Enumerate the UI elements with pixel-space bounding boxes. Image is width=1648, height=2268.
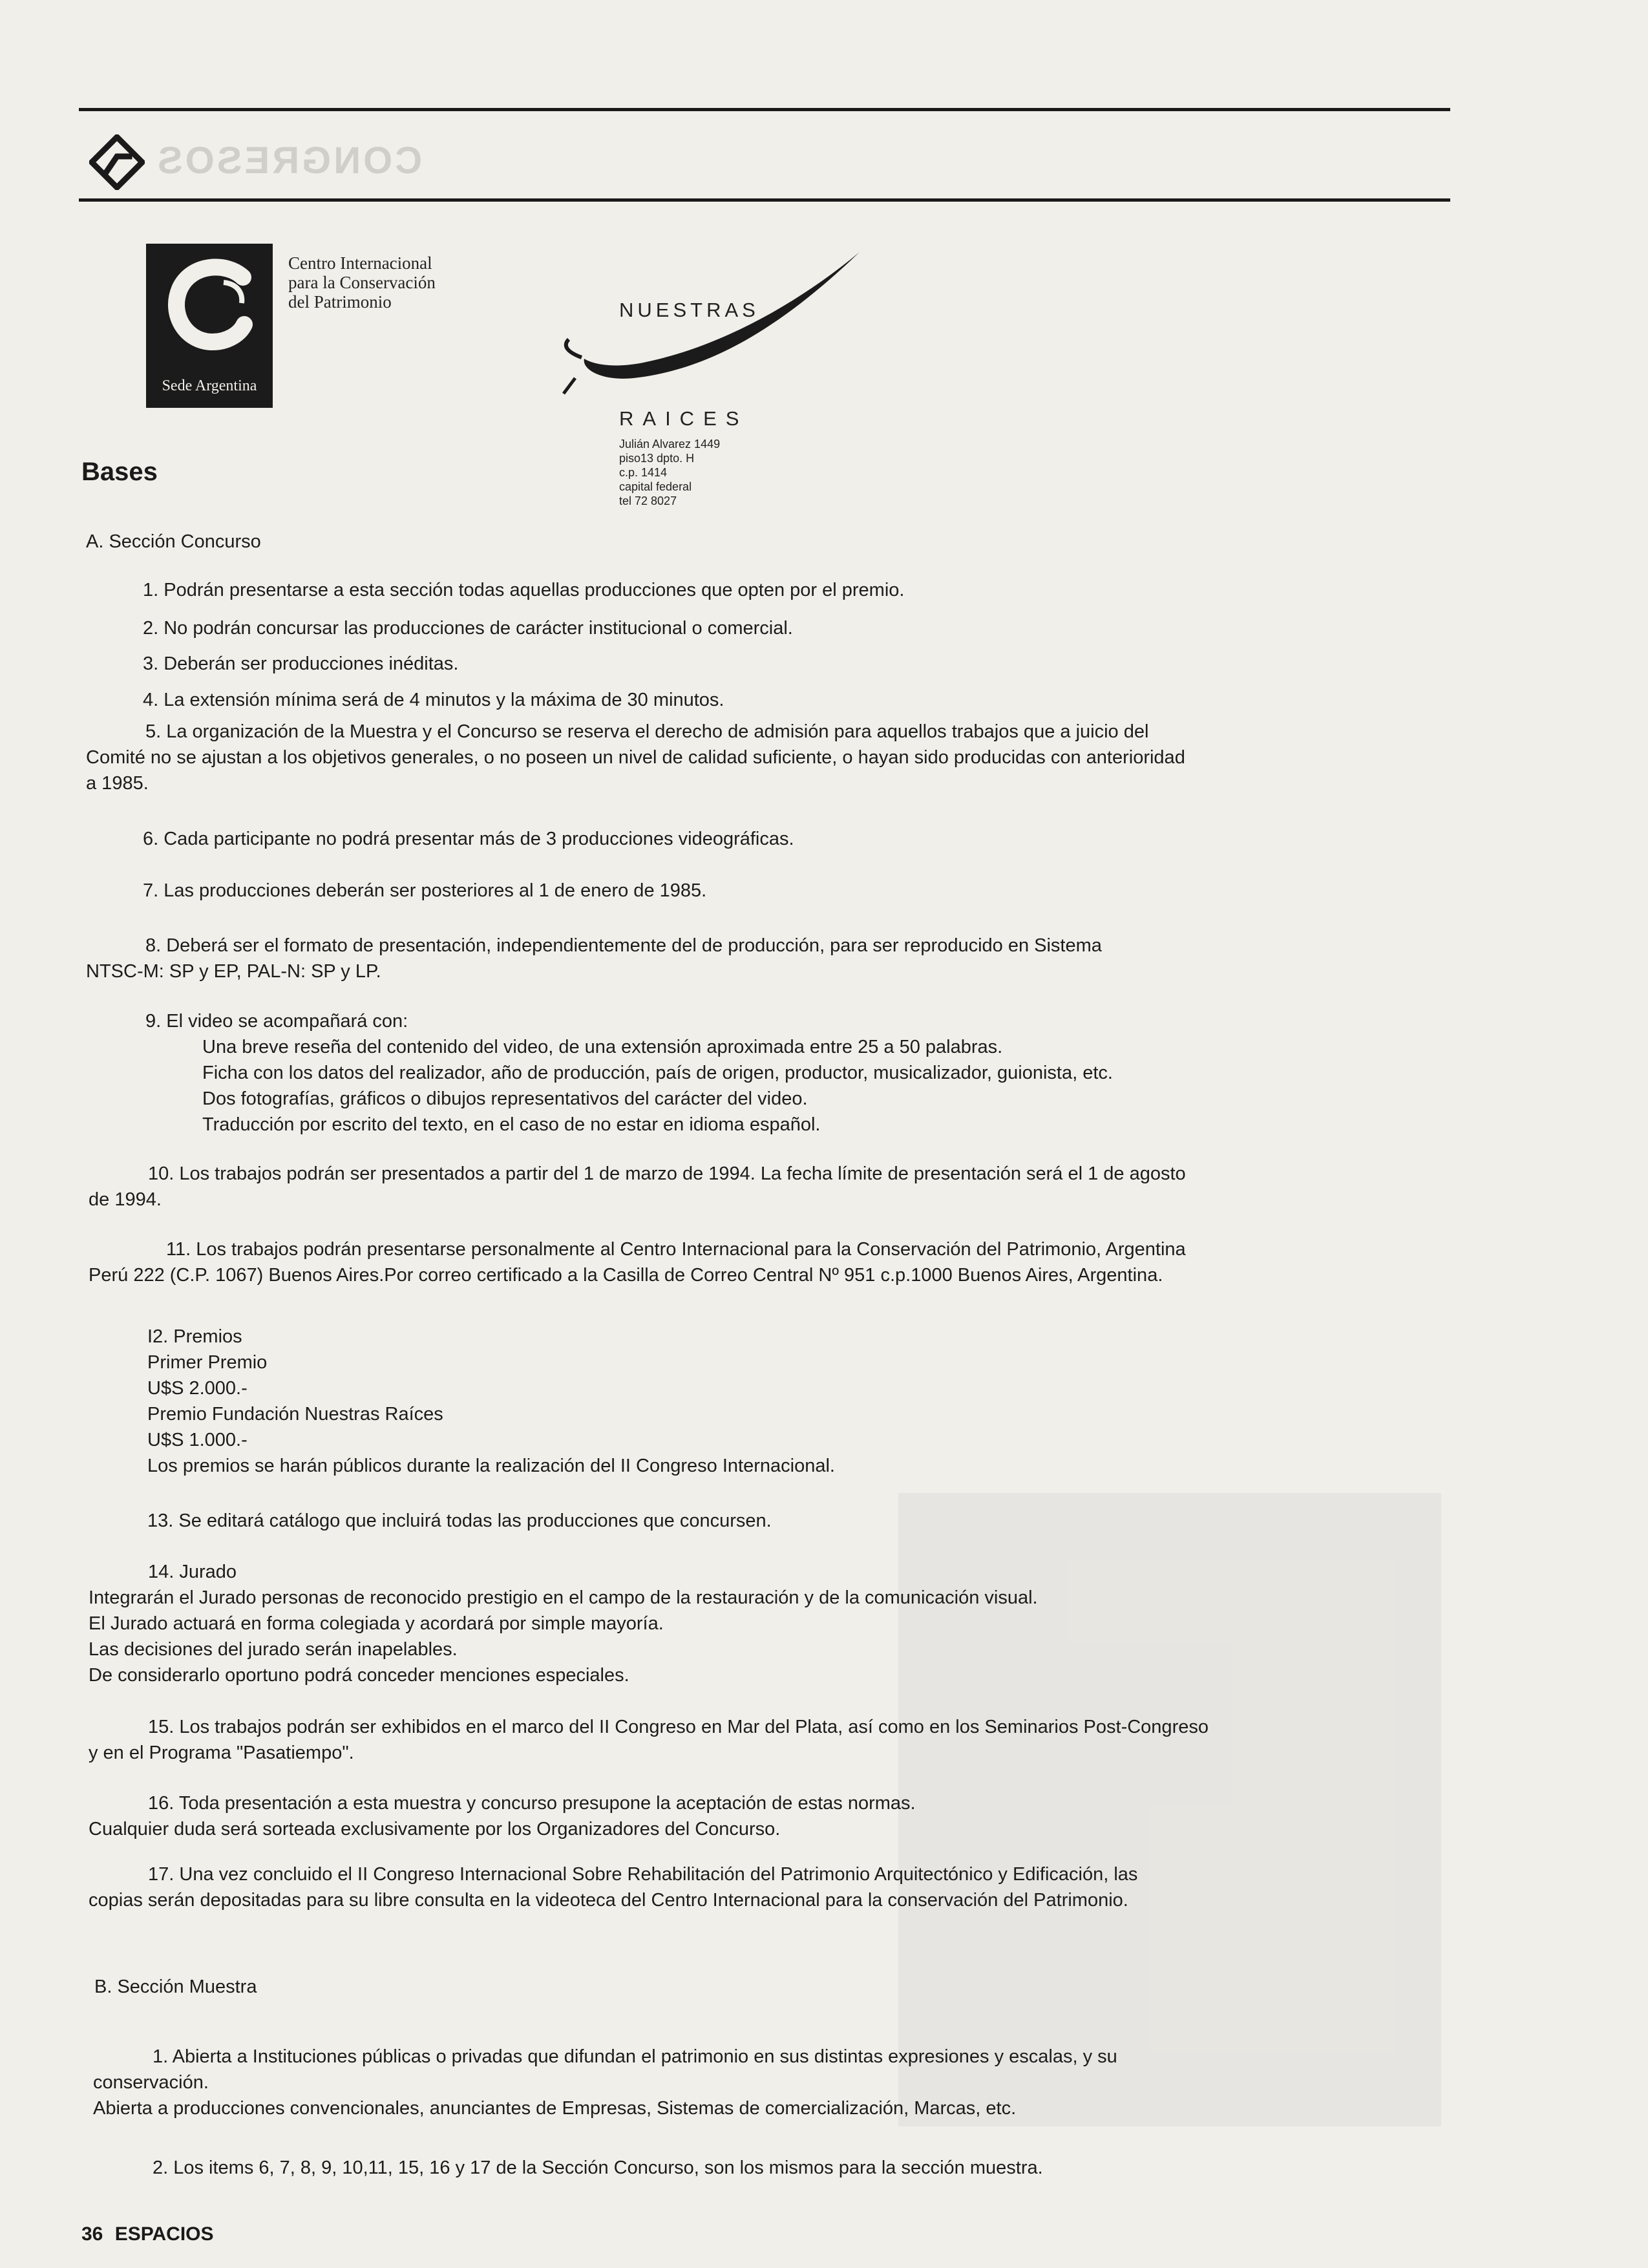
item-11-line-1: 11. Los trabajos podrán presentarse personalmente al Centro Internacional para la Conservación del Patrimonio, Argentina	[166, 1239, 1186, 1260]
header-bottom-rule	[79, 198, 1450, 202]
item-12-second: Premio Fundación Nuestras Raíces	[147, 1404, 443, 1425]
b-item-1-line-1: 1. Abierta a Instituciones públicas o privadas que difundan el patrimonio en sus distintas expresiones y escalas, y su	[153, 2046, 1117, 2067]
item-8-line-1: 8. Deberá ser el formato de presentación, independientemente del de producción, para ser reproducido en Sistema	[145, 935, 1102, 956]
item-3	[81, 651, 1442, 677]
item-16-line-1: 16. Toda presentación a esta muestra y concurso presupone la aceptación de estas normas.	[148, 1793, 916, 1814]
item-9-a: Una breve reseña del contenido del video, de una extensión aproximada entre 25 a 50 palabras.	[202, 1037, 1003, 1057]
item-12-note: Los premios se harán públicos durante la realización del II Congreso Internacional.	[147, 1456, 835, 1476]
centro-logo-text	[288, 253, 436, 312]
item-4-text: 4. La extensión mínima será de 4 minutos y la máxima de 30 minutos.	[143, 690, 724, 710]
item-10	[89, 1161, 1388, 1213]
item-6	[81, 826, 1442, 852]
item-10-line-2: de 1994.	[89, 1189, 162, 1210]
address-line-4: capital federal	[619, 480, 692, 493]
item-10-line-1: 10. Los trabajos podrán ser presentados a partir del 1 de marzo de 1994. La fecha límite de presentación será el 1 de agosto	[148, 1163, 1186, 1184]
c-swirl-icon	[146, 244, 273, 373]
item-9-b: Ficha con los datos del realizador, año de producción, país de origen, productor, musicalizador, guionista, etc.	[202, 1063, 1113, 1083]
address-line-5: tel 72 8027	[619, 494, 677, 507]
raices-word-top: NUESTRAS	[619, 299, 759, 321]
item-7	[81, 878, 1442, 904]
b-item-1-line-3: Abierta a producciones convencionales, anunciantes de Empresas, Sistemas de comercialización, Marcas, etc.	[93, 2098, 1017, 2119]
item-12-first-amount: U$S 2.000.-	[147, 1378, 248, 1399]
item-1-text: 1. Podrán presentarse a esta sección todas aquellas producciones que opten por el premio.	[143, 580, 905, 600]
b-item-1	[93, 2044, 1392, 2121]
item-12-first: Primer Premio	[147, 1352, 268, 1373]
item-17-line-2: copias serán depositadas para su libre consulta en la videoteca del Centro Internacional para la conservación del Patrimonio.	[89, 1890, 1128, 1911]
section-a-title: A. Sección Concurso	[86, 531, 261, 552]
item-14-b: El Jurado actuará en forma colegiada y acordará por simple mayoría.	[89, 1613, 664, 1634]
centro-line-2: para la Conservación	[288, 273, 436, 292]
item-13	[86, 1508, 1446, 1534]
item-6-text: 6. Cada participante no podrá presentar más de 3 producciones videográficas.	[143, 829, 794, 849]
page-footer	[81, 2223, 214, 2245]
item-17	[89, 1861, 1388, 1913]
item-9-d: Traducción por escrito del texto, en el caso de no estar en idioma español.	[202, 1114, 821, 1135]
item-11-line-2: Perú 222 (C.P. 1067) Buenos Aires.Por correo certificado a la Casilla de Correo Central Nº 951 c.p.1000 Buenos Aires, Argentina.	[89, 1265, 1163, 1286]
item-14-d: De considerarlo oportuno podrá conceder menciones especiales.	[89, 1665, 629, 1686]
item-12-head: I2. Premios	[147, 1326, 242, 1347]
item-14	[89, 1559, 1388, 1688]
item-17-line-1: 17. Una vez concluido el II Congreso Internacional Sobre Rehabilitación del Patrimonio Arquitectónico y Edificación, las	[148, 1864, 1138, 1885]
item-9-c: Dos fotografías, gráficos o dibujos representativos del carácter del video.	[202, 1088, 808, 1109]
item-9-head: 9. El video se acompañará con:	[145, 1011, 408, 1032]
item-16	[89, 1790, 1388, 1842]
page-number: 36	[81, 2223, 103, 2245]
item-15	[89, 1714, 1388, 1766]
page-title: Bases	[81, 458, 158, 486]
address-line-3: c.p. 1414	[619, 466, 668, 479]
item-9	[86, 1008, 1385, 1138]
section-b-title: B. Sección Muestra	[94, 1977, 257, 1997]
item-12-second-amount: U$S 1.000.-	[147, 1430, 248, 1450]
item-15-line-1: 15. Los trabajos podrán ser exhibidos en el marco del II Congreso en Mar del Plata, así como en los Seminarios Post-Congreso	[148, 1717, 1209, 1737]
item-14-c: Las decisiones del jurado serán inapelables.	[89, 1639, 458, 1660]
item-5-line-3: a 1985.	[86, 773, 149, 794]
centro-line-1: Centro Internacional	[288, 253, 432, 273]
item-5-line-2: Comité no se ajustan a los objetivos generales, o no poseen un nivel de calidad suficiente, o hayan sido producidas con anterioridad	[86, 747, 1185, 768]
raices-word-bottom: RAICES	[619, 407, 748, 430]
item-2	[81, 615, 1442, 641]
badge-label: Sede Argentina	[162, 377, 257, 394]
top-rule	[79, 108, 1450, 111]
address-line-1: Julián Alvarez 1449	[619, 438, 721, 450]
centro-line-3: del Patrimonio	[288, 292, 392, 312]
item-16-line-2: Cualquier duda será sorteada exclusivamente por los Organizadores del Concurso.	[89, 1819, 781, 1839]
raices-address	[619, 437, 720, 508]
bleed-through-mirrored-title: CONGRESOS	[155, 140, 423, 182]
item-11	[89, 1236, 1388, 1288]
item-14-head: 14. Jurado	[148, 1562, 237, 1582]
item-8-line-2: NTSC-M: SP y EP, PAL-N: SP y LP.	[86, 961, 381, 982]
b-item-1-line-2: conservación.	[93, 2072, 209, 2093]
item-14-a: Integrarán el Jurado personas de reconocido prestigio en el campo de la restauración y de la comunicación visual.	[89, 1587, 1038, 1608]
item-12	[147, 1324, 1446, 1479]
diamond-chevron-icon	[89, 134, 145, 190]
item-5-line-1: 5. La organización de la Muestra y el Concurso se reserva el derecho de admisión para aquellos trabajos que a juicio del	[145, 721, 1149, 742]
raices-swoosh-icon	[556, 249, 866, 410]
magazine-name: ESPACIOS	[114, 2223, 214, 2245]
item-3-text: 3. Deberán ser producciones inéditas.	[143, 653, 459, 674]
item-7-text: 7. Las producciones deberán ser posteriores al 1 de enero de 1985.	[143, 880, 707, 901]
b-item-2-text: 2. Los items 6, 7, 8, 9, 10,11, 15, 16 y 17 de la Sección Concurso, son los mismos para la sección muestra.	[153, 2157, 1043, 2178]
centro-logo-badge	[146, 244, 273, 408]
item-15-line-2: y en el Programa "Pasatiempo".	[89, 1743, 354, 1763]
item-1	[81, 577, 1442, 603]
address-line-2: piso13 dpto. H	[619, 452, 695, 465]
item-2-text: 2. No podrán concursar las producciones de carácter institucional o comercial.	[143, 618, 793, 639]
item-13-text: 13. Se editará catálogo que incluirá todas las producciones que concursen.	[147, 1510, 772, 1531]
item-8	[86, 933, 1385, 984]
item-4	[81, 687, 1442, 713]
item-5	[86, 719, 1385, 796]
b-item-2	[93, 2155, 1452, 2181]
